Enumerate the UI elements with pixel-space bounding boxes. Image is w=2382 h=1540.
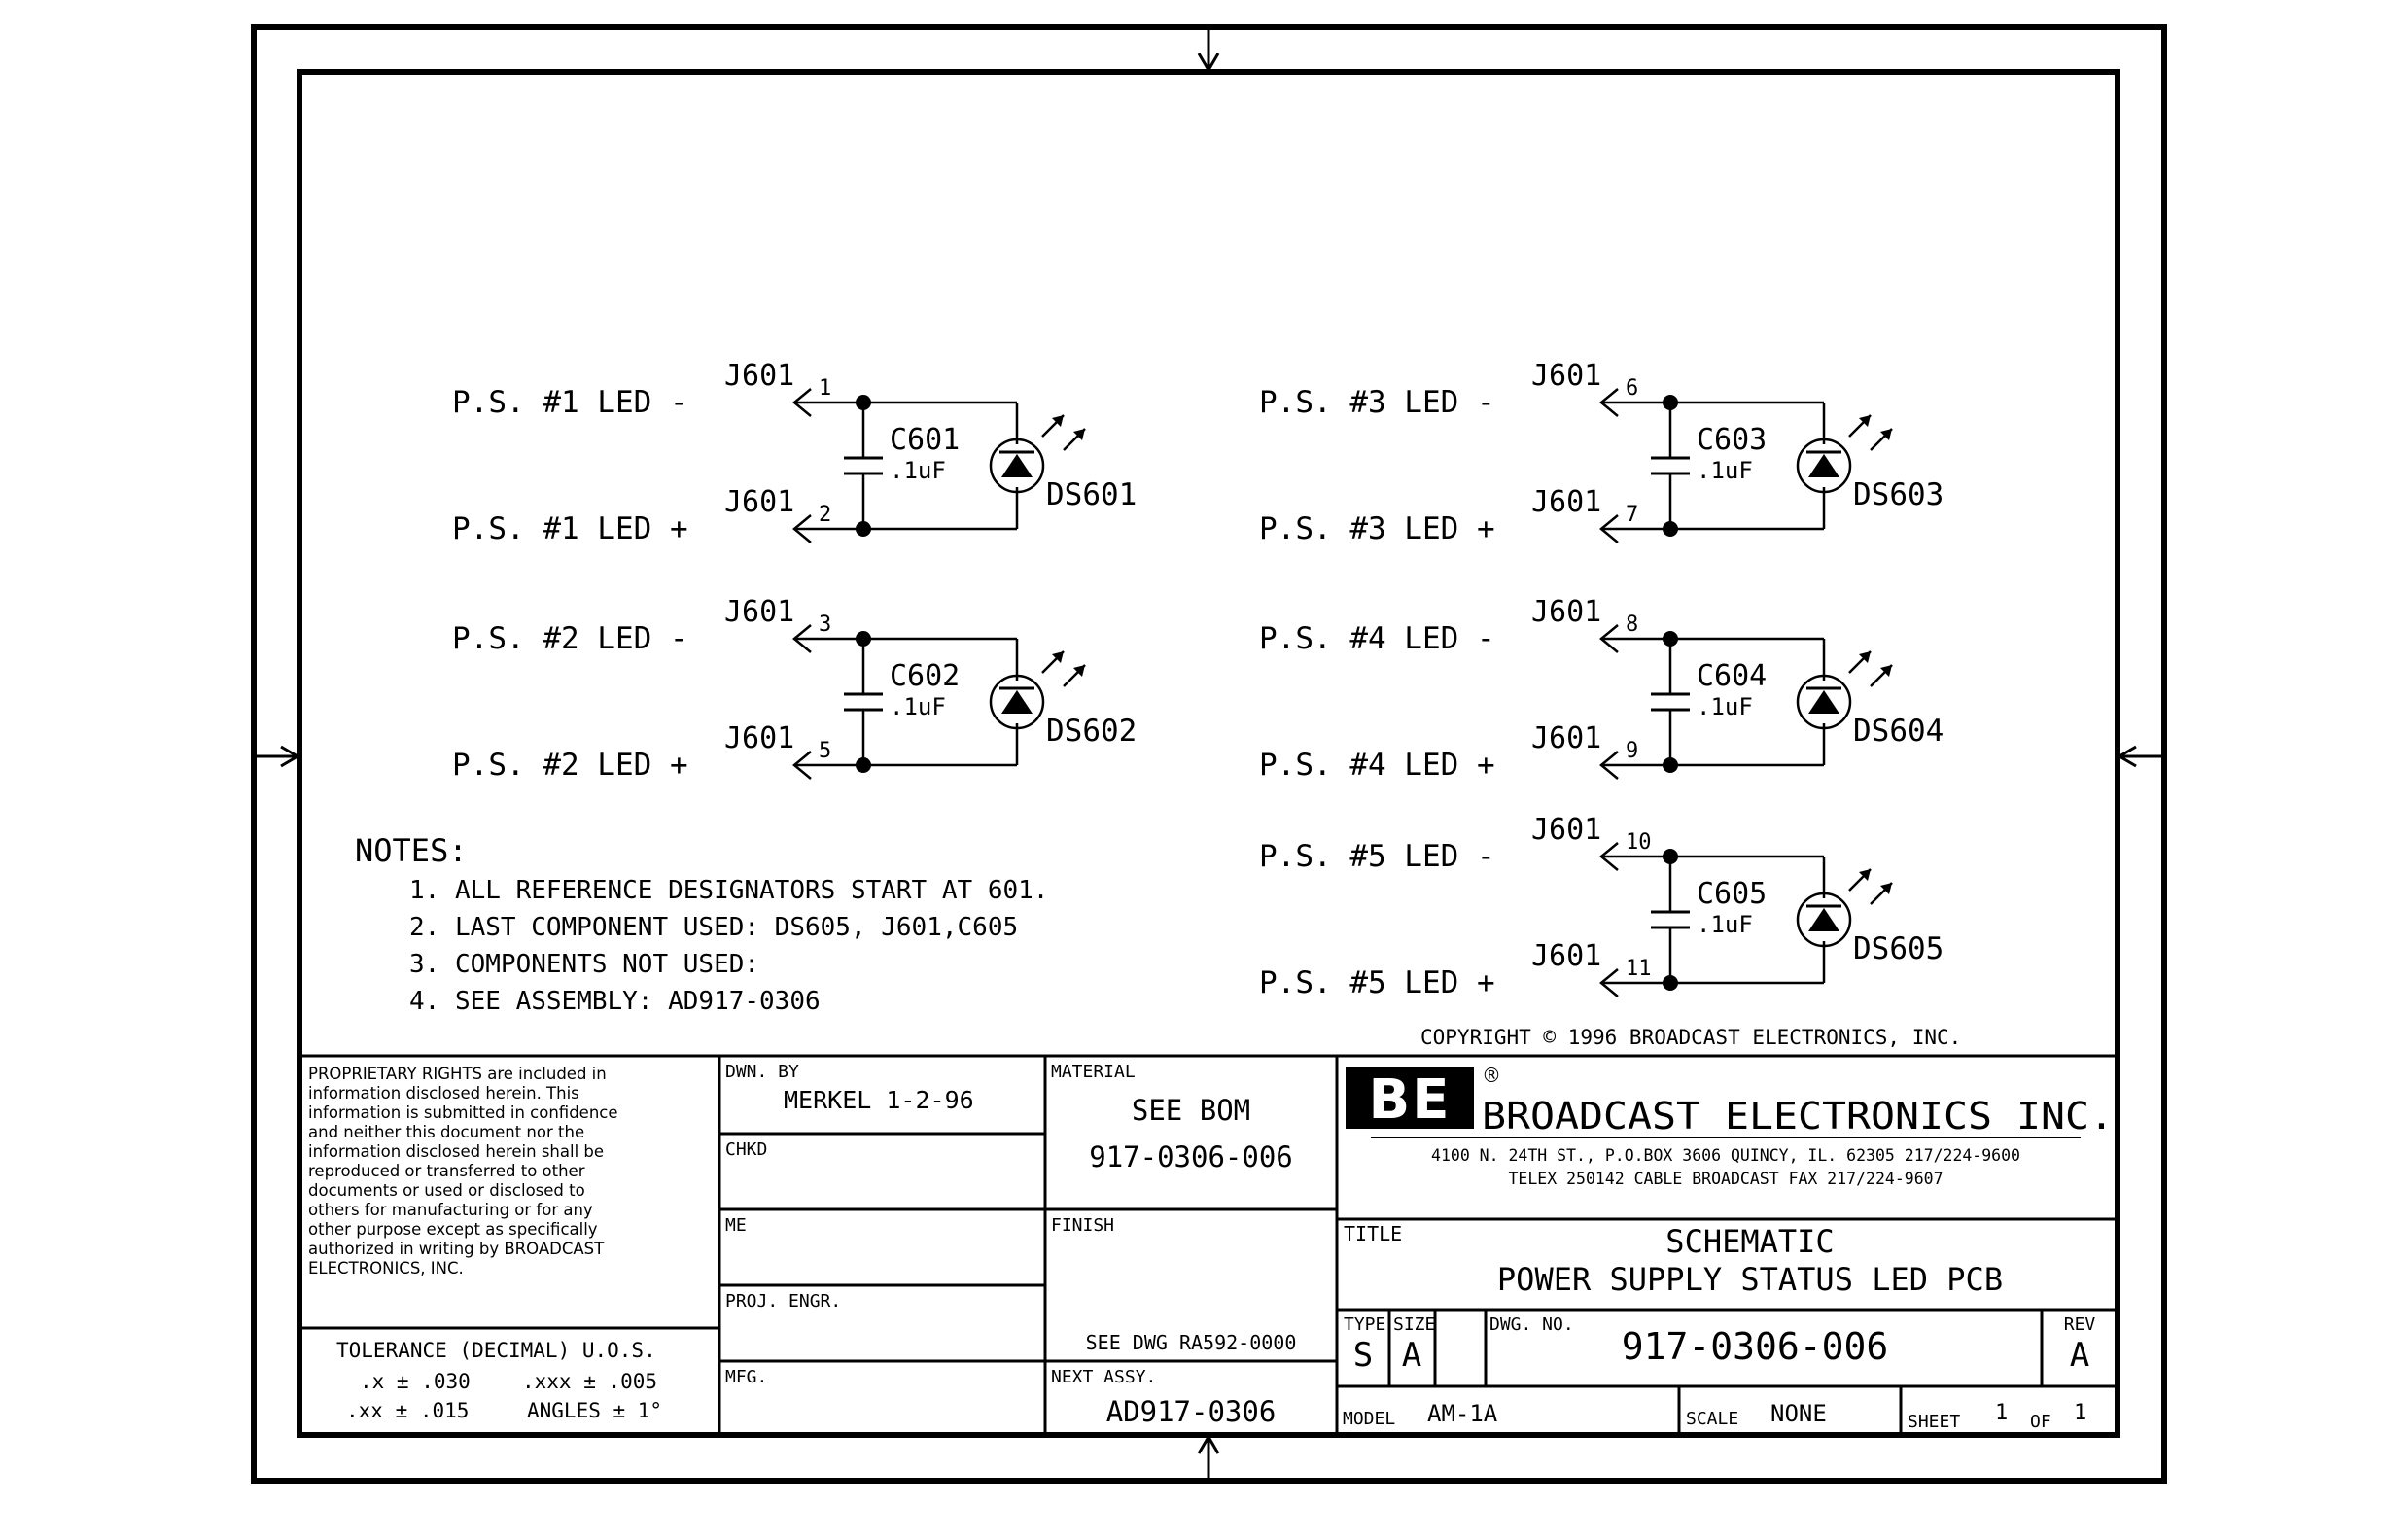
capacitor-label: C605 [1697,877,1768,911]
copyright-notice: COPYRIGHT © 1996 BROADCAST ELECTRONICS, INC. [1420,1026,1962,1049]
pin-number: 8 [1626,612,1639,637]
next-assy-value: AD917-0306 [1105,1395,1277,1428]
proprietary-line: authorized in writing by BROADCAST [308,1240,605,1258]
tolerance-x: .x ± .030 [360,1370,471,1393]
notes-heading: NOTES: [355,832,468,869]
material-number: 917-0306-006 [1089,1140,1293,1173]
capacitor-value: .1uF [1697,693,1753,720]
led-circuit [1259,595,1944,783]
me-label: ME [725,1215,747,1236]
led-diode [1001,454,1033,477]
tolerance-heading: TOLERANCE (DECIMAL) U.O.S. [336,1339,656,1362]
drawing-subtitle: POWER SUPPLY STATUS LED PCB [1496,1261,2004,1298]
sheet-label: SHEET [1908,1412,1961,1432]
drawn-by-value: MERKEL 1-2-96 [784,1086,974,1114]
connector-label: J601 [724,485,795,519]
ps-plus-label: P.S. #2 LED + [452,748,688,783]
company-logo-text: BE [1368,1068,1452,1132]
tolerance-xx: .xx ± .015 [346,1399,470,1422]
material-value: SEE BOM [1131,1094,1251,1127]
dwg-no-label: DWG. NO. [1489,1314,1574,1335]
connector-label: J601 [1531,485,1602,519]
size-value: A [1401,1336,1422,1375]
led-diode [1808,690,1839,714]
proj-engr-label: PROJ. ENGR. [725,1291,842,1312]
scale-label: SCALE [1686,1409,1739,1429]
capacitor-value: .1uF [890,693,946,720]
proprietary-line: documents or used or disclosed to [308,1181,585,1200]
dwg-no-value: 917-0306-006 [1621,1325,1889,1368]
led-label: DS605 [1853,931,1944,966]
capacitor-value: .1uF [1697,457,1753,484]
size-label: SIZE [1393,1314,1436,1335]
model-row [1343,1400,2086,1432]
led-diode [1001,690,1033,714]
connector-label: J601 [724,595,795,629]
company-address: 4100 N. 24TH ST., P.O.BOX 3606 QUINCY, IL. 62305 217/224-9600 [1431,1146,2020,1165]
proprietary-line: other purpose except as specifically [308,1220,598,1239]
tolerance-xxx: .xxx ± .005 [522,1370,658,1393]
connector-label: J601 [1531,595,1602,629]
connector-label: J601 [1531,813,1602,847]
next-assy-label: NEXT ASSY. [1051,1367,1157,1387]
capacitor-label: C603 [1697,423,1768,457]
led-label: DS603 [1853,477,1944,512]
proprietary-line: and neither this document nor the [308,1123,585,1141]
proprietary-line: information is submitted in confidence [308,1103,618,1122]
led-diode [1808,908,1839,931]
led-circuit [452,359,1137,546]
model-value: AM-1A [1427,1400,1498,1427]
ps-minus-label: P.S. #2 LED - [452,621,688,656]
ps-minus-label: P.S. #3 LED - [1259,385,1495,420]
proprietary-notice [308,1065,618,1278]
title-label: TITLE [1344,1222,1403,1245]
pin-number: 1 [819,376,832,401]
pin-number: 10 [1626,830,1652,855]
pin-number: 5 [819,739,832,763]
of-value: 1 [2074,1401,2087,1425]
pin-number: 2 [819,503,832,527]
drawing-title: SCHEMATIC [1665,1223,1835,1260]
proprietary-line: ELECTRONICS, INC. [308,1259,464,1278]
led-label: DS602 [1046,714,1138,749]
drawn-by-label: DWN. BY [725,1062,799,1082]
ps-plus-label: P.S. #3 LED + [1259,511,1495,546]
note-item: 3. COMPONENTS NOT USED: [409,950,760,979]
pin-number: 3 [819,612,832,637]
registered-mark: ® [1482,1064,1501,1087]
capacitor-value: .1uF [890,457,946,484]
tolerance-angles: ANGLES ± 1° [527,1399,663,1422]
finish-label: FINISH [1051,1215,1115,1236]
led-label: DS604 [1853,714,1944,749]
company-contact: TELEX 250142 CABLE BROADCAST FAX 217/224-9607 [1508,1170,1944,1188]
connector-label: J601 [1531,939,1602,973]
mfg-label: MFG. [725,1367,768,1387]
connector-label: J601 [724,359,795,393]
drawing-id-row [1344,1314,2095,1375]
capacitor-label: C601 [890,423,961,457]
capacitor-label: C604 [1697,659,1768,693]
company-name: BROADCAST ELECTRONICS INC. [1482,1095,2114,1138]
title-section [1344,1222,2003,1298]
scale-value: NONE [1770,1400,1827,1427]
material-column [1051,1062,1296,1428]
rev-value: A [2069,1336,2090,1375]
rev-label: REV [2063,1314,2096,1335]
proprietary-line: reproduced or transferred to other [308,1162,585,1180]
ps-plus-label: P.S. #1 LED + [452,511,688,546]
connector-label: J601 [1531,359,1602,393]
of-label: OF [2030,1412,2051,1432]
type-label: TYPE [1344,1314,1386,1335]
pin-number: 6 [1626,376,1639,401]
checked-label: CHKD [725,1139,768,1160]
ps-plus-label: P.S. #4 LED + [1259,748,1495,783]
signature-column [725,1062,974,1387]
capacitor-value: .1uF [1697,911,1753,938]
capacitor-label: C602 [890,659,961,693]
pin-number: 7 [1626,503,1639,527]
ps-plus-label: P.S. #5 LED + [1259,965,1495,1000]
connector-label: J601 [724,721,795,755]
ps-minus-label: P.S. #5 LED - [1259,839,1495,874]
tolerance-block [336,1339,662,1422]
pin-number: 11 [1626,957,1652,981]
connector-label: J601 [1531,721,1602,755]
material-label: MATERIAL [1051,1062,1136,1082]
led-circuit [452,595,1137,783]
company-block [1346,1064,2114,1188]
proprietary-line: PROPRIETARY RIGHTS are included in [308,1065,607,1083]
sheet-value: 1 [1995,1401,2009,1425]
led-circuit [1259,813,1944,1000]
note-item: 1. ALL REFERENCE DESIGNATORS START AT 601. [409,876,1049,905]
proprietary-line: information disclosed herein shall be [308,1142,605,1161]
ps-minus-label: P.S. #4 LED - [1259,621,1495,656]
note-item: 4. SEE ASSEMBLY: AD917-0306 [409,987,821,1016]
led-label: DS601 [1046,477,1138,512]
ps-minus-label: P.S. #1 LED - [452,385,688,420]
model-label: MODEL [1343,1409,1396,1429]
proprietary-line: others for manufacturing or for any [308,1201,593,1219]
pin-number: 9 [1626,739,1639,763]
led-circuit [1259,359,1944,546]
proprietary-line: information disclosed herein. This [308,1084,579,1102]
led-diode [1808,454,1839,477]
notes [355,832,1048,1016]
type-value: S [1352,1336,1374,1375]
finish-value: SEE DWG RA592-0000 [1085,1331,1297,1354]
note-item: 2. LAST COMPONENT USED: DS605, J601,C605 [409,913,1019,942]
